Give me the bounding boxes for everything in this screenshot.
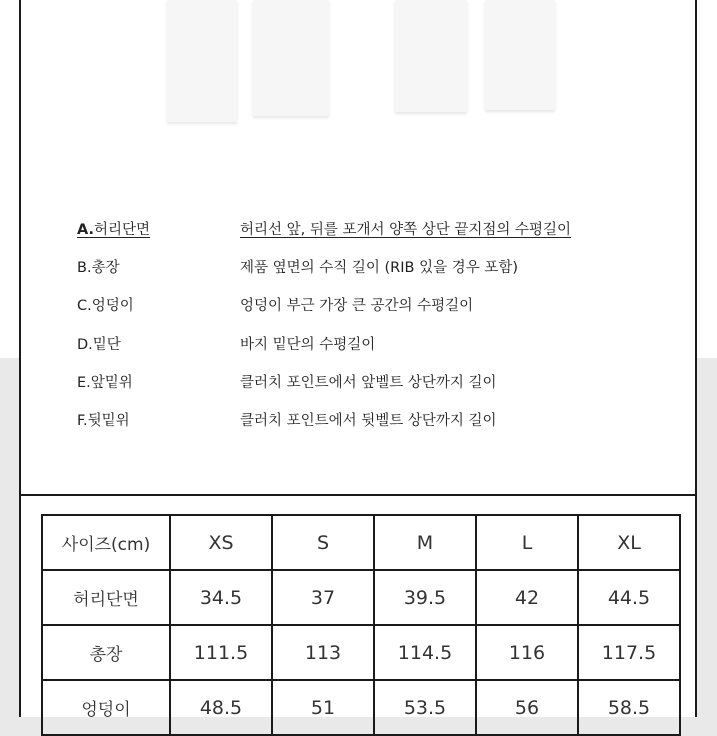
definition-description: 클러치 포인트에서 앞벨트 상단까지 길이 [240,375,497,391]
size-table-header-row [42,515,680,570]
definition-description: 허리선 앞, 뒤를 포개서 양쪽 상단 끝지점의 수평길이 [240,222,572,238]
size-column-header: XS [170,515,272,570]
size-cell: 39.5 [374,570,476,625]
pants-front-left-leg [167,0,237,122]
size-row-label: 총장 [42,625,170,680]
size-cell: 51 [272,680,374,735]
size-table-row-hip [42,680,680,735]
size-row-label: 엉덩이 [42,680,170,735]
size-cell: 58.5 [578,680,680,735]
definition-row-d [77,333,677,357]
pants-front-right-leg [253,0,329,116]
size-cell: 56 [476,680,578,735]
pants-illustration-front [167,0,331,125]
size-cell: 113 [272,625,374,680]
size-table-corner-label: 사이즈(cm) [42,515,170,570]
definition-row-b [77,256,677,280]
definition-description: 엉덩이 부근 가장 큰 공간의 수평길이 [240,298,474,314]
size-cell: 34.5 [170,570,272,625]
definition-row-a[interactable] [77,218,677,242]
size-column-header: XL [578,515,680,570]
definition-key: C.엉덩이 [77,298,134,314]
definition-key: A.허리단면 [77,222,151,238]
definition-row-c [77,294,677,318]
size-table [41,514,681,736]
definition-description: 제품 옆면의 수직 길이 (RIB 있을 경우 포함) [240,260,518,276]
section-divider [21,494,695,496]
size-cell: 116 [476,625,578,680]
size-column-header: M [374,515,476,570]
definition-description: 클러치 포인트에서 뒷벨트 상단까지 길이 [240,413,497,429]
size-cell: 44.5 [578,570,680,625]
size-cell: 111.5 [170,625,272,680]
size-table-row-waist [42,570,680,625]
definition-key: B.총장 [77,260,120,276]
size-column-header: L [476,515,578,570]
definition-row-f [77,409,677,433]
size-table-row-length [42,625,680,680]
pants-back-right-leg [485,0,555,110]
size-cell: 42 [476,570,578,625]
definition-description: 바지 밑단의 수평길이 [240,337,376,353]
definition-row-e [77,371,677,395]
definition-key: F.뒷밑위 [77,413,130,429]
size-column-header: S [272,515,374,570]
definition-key: E.앞밑위 [77,375,133,391]
pants-illustration-back [395,0,559,125]
size-guide-card [19,0,697,720]
size-cell: 114.5 [374,625,476,680]
definition-key: D.밑단 [77,337,121,353]
size-cell: 48.5 [170,680,272,735]
size-cell: 37 [272,570,374,625]
size-cell: 53.5 [374,680,476,735]
size-row-label: 허리단면 [42,570,170,625]
size-cell: 117.5 [578,625,680,680]
pants-back-left-leg [395,0,467,112]
